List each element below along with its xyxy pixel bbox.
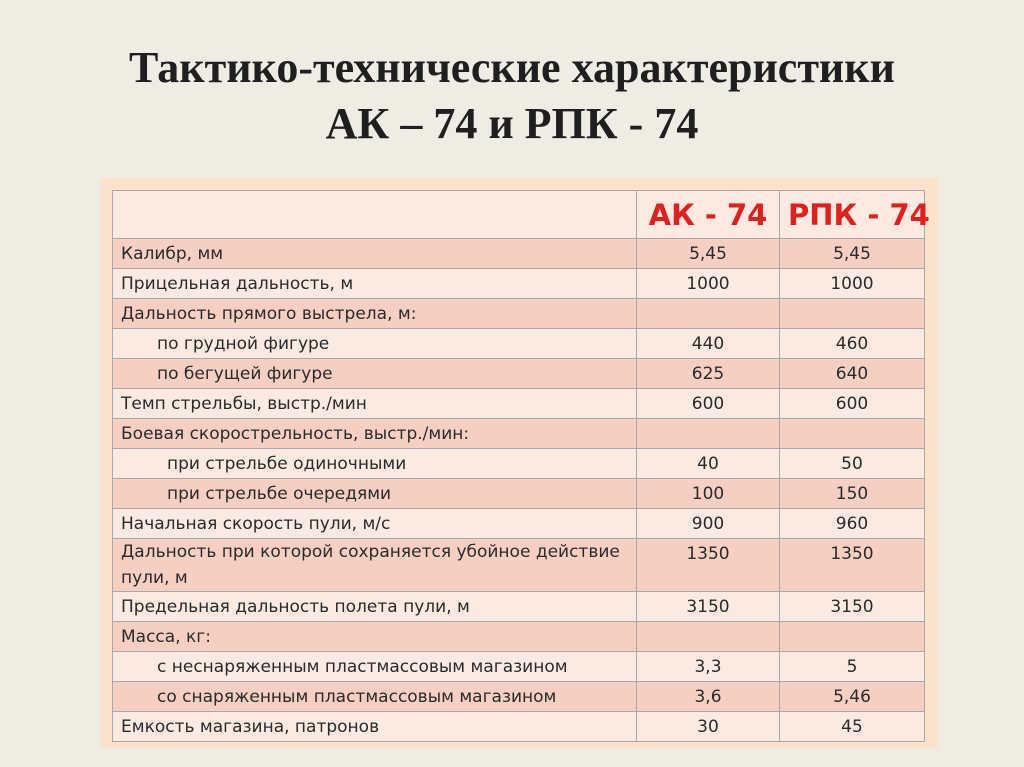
row-rpk-value: 600 (780, 389, 925, 419)
table-row (113, 509, 925, 539)
row-ak-value: 3,6 (637, 682, 780, 712)
row-ak-value: 900 (637, 509, 780, 539)
row-ak-value (637, 299, 780, 329)
row-ak-value: 3,3 (637, 652, 780, 682)
row-label: при стрельбе очередями (113, 479, 637, 509)
table-row (113, 622, 925, 652)
row-rpk-value: 1350 (780, 539, 925, 592)
row-label: с неснаряженным пластмассовым магазином (113, 652, 637, 682)
row-label: со снаряженным пластмассовым магазином (113, 682, 637, 712)
table-row (113, 449, 925, 479)
specs-table (112, 190, 930, 742)
table-row (113, 419, 925, 449)
table-row (113, 329, 925, 359)
specs-table-panel (100, 178, 938, 748)
row-ak-value: 30 (637, 712, 780, 742)
row-label: Дальность при которой сохраняется убойное действие пули, м (113, 539, 637, 592)
row-ak-value: 1350 (637, 539, 780, 592)
header-label-cell (113, 191, 637, 239)
row-rpk-value (780, 622, 925, 652)
table-row (113, 652, 925, 682)
page-title (0, 40, 1024, 152)
table-row (113, 359, 925, 389)
row-label: Емкость магазина, патронов (113, 712, 637, 742)
row-ak-value: 40 (637, 449, 780, 479)
table-row (113, 712, 925, 742)
row-label: Дальность прямого выстрела, м: (113, 299, 637, 329)
title-line-1: Тактико-технические характеристики (128, 43, 895, 92)
table-row (113, 389, 925, 419)
row-rpk-value: 460 (780, 329, 925, 359)
row-ak-value: 3150 (637, 592, 780, 622)
row-ak-value: 5,45 (637, 239, 780, 269)
row-label: Начальная скорость пули, м/с (113, 509, 637, 539)
row-label: Калибр, мм (113, 239, 637, 269)
row-ak-value: 600 (637, 389, 780, 419)
table-row (113, 239, 925, 269)
table-row (113, 269, 925, 299)
row-rpk-value: 5,45 (780, 239, 925, 269)
table-row (113, 592, 925, 622)
row-rpk-value: 1000 (780, 269, 925, 299)
row-rpk-value: 5,46 (780, 682, 925, 712)
row-label: Темп стрельбы, выстр./мин (113, 389, 637, 419)
row-rpk-value: 50 (780, 449, 925, 479)
row-label: по бегущей фигуре (113, 359, 637, 389)
row-rpk-value (780, 299, 925, 329)
table-row (113, 539, 925, 592)
row-ak-value: 1000 (637, 269, 780, 299)
row-rpk-value: 150 (780, 479, 925, 509)
row-rpk-value: 3150 (780, 592, 925, 622)
row-rpk-value: 45 (780, 712, 925, 742)
table-row (113, 299, 925, 329)
row-label: Масса, кг: (113, 622, 637, 652)
row-label: Предельная дальность полета пули, м (113, 592, 637, 622)
table-header-row (113, 191, 925, 239)
row-rpk-value: 5 (780, 652, 925, 682)
header-ak74: АК - 74 (637, 191, 780, 239)
row-rpk-value (780, 419, 925, 449)
row-label: Прицельная дальность, м (113, 269, 637, 299)
row-label: Боевая скорострельность, выстр./мин: (113, 419, 637, 449)
table-row (113, 682, 925, 712)
row-ak-value: 100 (637, 479, 780, 509)
row-ak-value: 440 (637, 329, 780, 359)
row-ak-value (637, 419, 780, 449)
table-row (113, 479, 925, 509)
row-ak-value (637, 622, 780, 652)
title-line-2: АК – 74 и РПК - 74 (325, 99, 699, 148)
row-ak-value: 625 (637, 359, 780, 389)
row-label: по грудной фигуре (113, 329, 637, 359)
row-label: при стрельбе одиночными (113, 449, 637, 479)
header-rpk74: РПК - 74 (780, 191, 925, 239)
row-rpk-value: 640 (780, 359, 925, 389)
row-rpk-value: 960 (780, 509, 925, 539)
